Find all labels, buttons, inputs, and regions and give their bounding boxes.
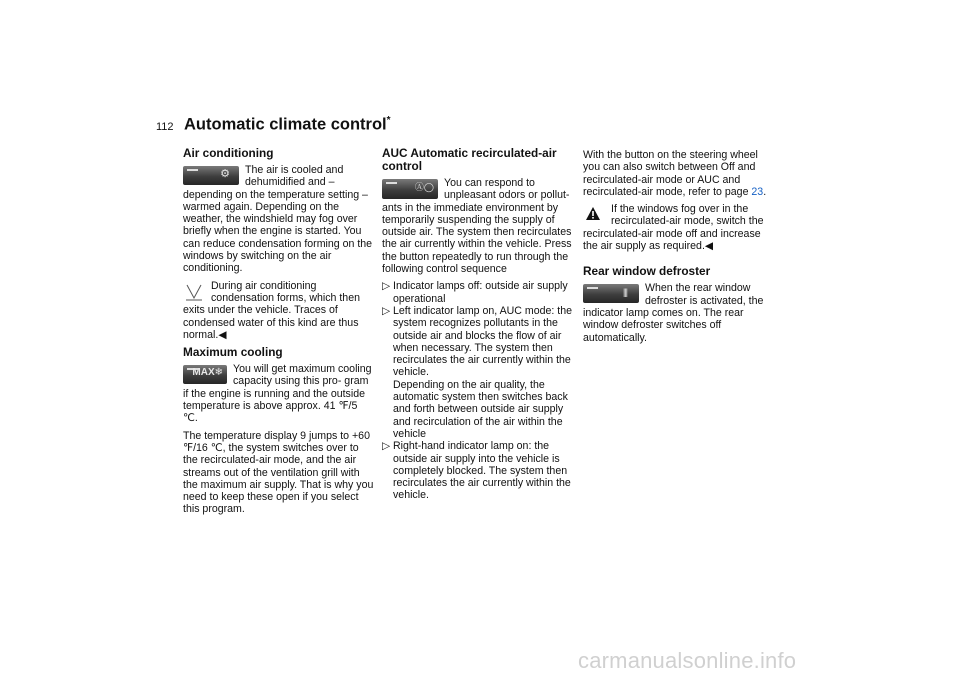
heading-air-conditioning: Air conditioning [183,146,274,160]
auc-intro: You can respond to unpleasant odors or pollut- [444,177,570,202]
page-number: 112 [156,121,174,133]
max-icon: MAX❄ [192,367,223,379]
page-link[interactable]: 23 [751,185,764,198]
ac-note-text: During air conditioning condensation forms, which then exits under the vehicle. Traces of condensed water of this kind are thus normal. [183,279,360,341]
ac-button-icon [183,166,239,185]
rear-defroster-paragraph: When the rear window defroster is activated, the indicator lamp comes on. The rear window defroster switches off automatically. [583,282,764,344]
bullet-icon: ▷ [382,280,391,293]
list-item [382,280,576,305]
bullet-text-3: Right-hand indicator lamp on: the outside air supply into the vehicle is completely blocked. The system then recirculates the air currently within the vehicle. [393,440,571,502]
ac-intro: The air is cooled and dehumidified and – [245,164,344,189]
snowflake-icon: ⚙ [220,168,230,180]
max-intro: You will get maximum cooling capacity using this pro- [233,363,372,388]
bullet-2-continuation: Depending on the air quality, the automatic system then switches back and forth between outside air supply and recirculation of the air within the vehicle [393,378,568,440]
bullet-text-2: Left indicator lamp on, AUC mode: the system recognizes pollutants in the outside air and blocks the flow of air when necessary. The system then recirculates the air currently within the vehicle. [393,304,573,379]
bullet-icon: ▷ [382,304,391,317]
list-item [382,440,576,501]
warning-paragraph [583,203,777,252]
title-marker: * [386,115,391,126]
end-mark: ◀ [704,240,714,253]
end-mark: ◀ [218,328,227,341]
column-2 [382,147,576,502]
heading-rear-window-defroster: Rear window defroster [583,264,711,279]
warning-text: If the windows fog over in the recirculated-air mode, switch the recirculated-air mode off and increase the air supply as required. [583,203,764,253]
column-3 [583,149,777,349]
auc-button-icon [382,179,438,199]
page-title [184,115,391,135]
title-text: Automatic climate control [184,115,387,134]
max-paragraph-2: The temperature display 9 jumps to +60 ℉/16 ℃, the system switches over to the recirculated-air mode, and the air streams out of the ventilation grill with the maximum air supply. That is why you need to keep these open if you select this program. [183,429,374,516]
heading-maximum-cooling: Maximum cooling [183,345,283,360]
p1-end: . [763,185,767,198]
rear-defroster-icon: ||| [622,287,627,298]
column-1 [183,147,375,521]
bullet-icon: ▷ [382,440,391,453]
max-button-icon [183,365,227,384]
steering-wheel-paragraph [583,149,777,198]
watermark: carmanualsonline.info [578,648,797,673]
rear-defroster-button-icon [583,284,639,303]
auc-icon: Ⓐ◯ [414,182,434,192]
ac-rest: depending on the temperature setting – warmed again. Depending on the weather, the windshield may fog over briefly when the engine is started. You can reduce condensation forming on the windows by switching on the air conditioning. [183,188,373,275]
warning-icon [585,206,601,222]
p1-text: With the button on the steering wheel you can also switch between Off and recirculated-air mode or AUC and recirculated-air mode, refer to page [583,149,758,198]
bullet-text-1: Indicator lamps off: outside air supply operational [393,280,568,305]
heading-auc: AUC Automatic recirculated-air control [382,146,557,173]
auc-rest: ants in the immediate environment by temporarily suspending the supply of outside air. The system then recirculates the air currently within the vehicle. Press the button repeatedly to run through the following control sequence [382,201,572,276]
note-triangle-icon [185,283,203,301]
max-rest: gram if the engine is running and the outside temperature is above approx. 41 ℉/5 ℃. [183,375,369,425]
ac-note [183,280,375,341]
list-item [382,305,576,379]
